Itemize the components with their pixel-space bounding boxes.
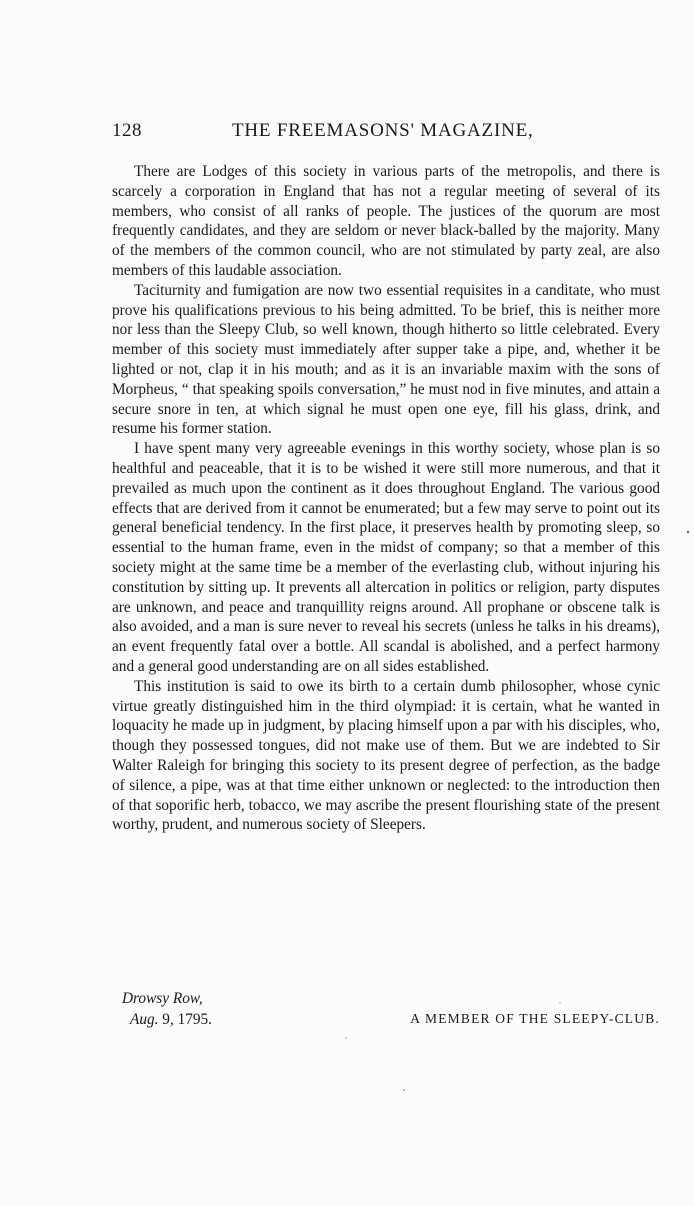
paper-speck [403, 1089, 405, 1091]
signature-date-month: Aug. [130, 1011, 159, 1028]
article-body [112, 162, 660, 835]
paragraph-taciturnity: Taciturnity and fumigation are now two essential requisites in a canditate, who must prove his qualifications previous to his being admitted. To be brief, this is neither more nor less than the Sleepy Club, so well known, though hitherto so little celebrated. Every member of this society must immediately after supper take a pipe, and, whether it be lighted or not, clap it in his mouth; and as it is an invariable maxim with the sons of Morpheus, “ that speaking spoils conversation,” he must nod in five minutes, and attain a secure snore in ten, at which signal he must open one eye, fill his glass, drink, and resume his former station. [112, 281, 660, 438]
paragraph-lodges: There are Lodges of this society in various parts of the metropolis, and there is scarcely a corporation in England that has not a regular meeting of several of its members, who consist of all ranks of people. The justices of the quorum are most frequently candidates, and they are seldom or never black-balled by the majority. Many of the members of the common council, who are not stimulated by party zeal, are also members of this laudable association. [112, 163, 660, 279]
signature-place: Drowsy Row, [122, 990, 203, 1007]
signature-date-rest: 9, 1795. [158, 1011, 213, 1028]
signature-signer: A MEMBER OF THE SLEEPY-CLUB. [410, 1011, 660, 1026]
paragraph-institution-origin: This institution is said to owe its birth to a certain dumb philosopher, whose cynic virtue greatly distinguished him in the third olympiad: it is certain, what he wanted in loquacity he made up in judgment, by placing himself upon a par with his disciples, who, though they possessed tongues, did not make use of them. But we are indebted to Sir Walter Raleigh for bringing this society to its present degree of perfection, as the badge of silence, a pipe, was at that time either unknown or neglected: to the introduction then of that soporific herb, tobacco, we may ascribe the present flourishing state of the present worthy, prudent, and numerous society of Sleepers. [112, 677, 660, 834]
paragraph-agreeable-evenings: I have spent many very agreeable evenings in this worthy society, whose plan is so healthful and peaceable, that it is to be wished it were still more numerous, and that it prevailed as much upon the continent as it does throughout England. The various good effects that are derived from it cannot be enumerated; but a few may serve to point out its general beneficial tendency. In the first place, it preserves health by promoting sleep, so essential to the human frame, even in the midst of company; so that a member of this society might at the same time be a member of the everlasting club, without injuring his constitution by sitting up. It prevents all altercation in politics or religion, party disputes are unknown, and peace and tranquillity reigns around. All prophane or obscene talk is also avoided, and a man is sure never to reveal his secrets (unless he talks in his dreams), an event frequently fatal over a bottle. All scandal is abolished, and a perfect harmony and a general good understanding are on all sides established. [112, 440, 660, 675]
page-header [112, 120, 660, 146]
paper-speck [687, 531, 689, 533]
page-number: 128 [112, 120, 142, 141]
signature-date [130, 1011, 212, 1029]
running-title: THE FREEMASONS' MAGAZINE, [232, 120, 534, 141]
signature-block [112, 990, 660, 1038]
